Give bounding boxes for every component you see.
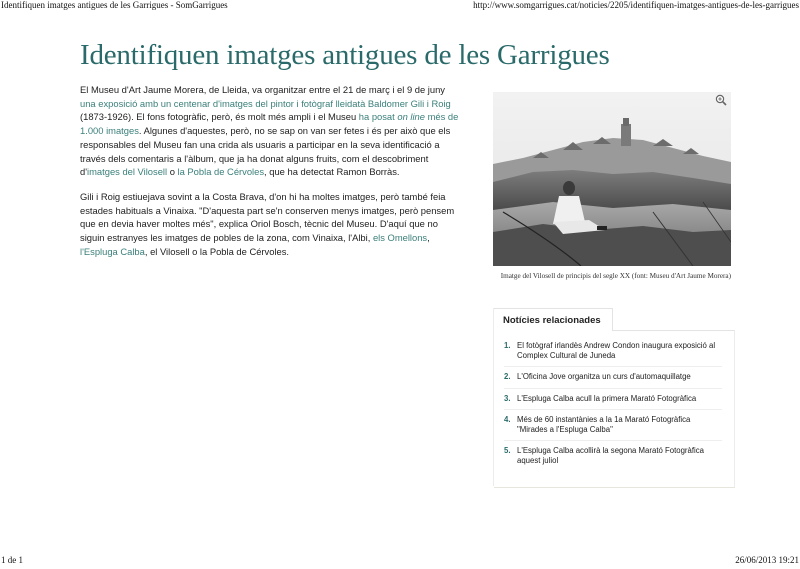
text-run: , que ha detectat Ramon Borràs. xyxy=(264,166,400,178)
print-header xyxy=(0,0,800,14)
text-run: Gili i Roig estiuejava sovint a la Costa Brava, d'on hi ha moltes imatges, però també feia estades habituals a Vinaixa. "D'aquesta part se'n conserven menys imatges, però pensem que en devia haver moltes més", explica Oriol Bosch, tècnic del Museu. D'aquí que no siguin estranyes les imatges de pobles de la zona, com Vinaixa, l'Albi, xyxy=(80,190,455,244)
item-link-text: El fotògraf irlandès Andrew Condon inaugura exposició al Complex Cultural de Juneda xyxy=(517,341,716,361)
photo-vilosell xyxy=(493,92,731,266)
link-text: ha posat xyxy=(358,111,398,123)
related-news-item-4[interactable] xyxy=(504,415,722,441)
related-news xyxy=(493,308,734,486)
item-link-text: Més de 60 instantànies a la 1a Marató Fotogràfica "Mirades a l'Espluga Calba" xyxy=(517,414,691,435)
item-link-text: L'Espluga Calba acull la primera Marató Fotogràfica xyxy=(517,393,697,403)
link-espluga-calba[interactable]: l'Espluga Calba xyxy=(80,245,145,257)
link-omellons[interactable]: els Omellons xyxy=(372,232,428,244)
print-datetime: 26/06/2013 19:21 xyxy=(735,555,799,565)
item-number: 3. xyxy=(504,393,511,403)
link-exposicio[interactable]: una exposició amb un centenar d'imatges del pintor i fotògraf lleidatà Baldomer Gili i Roig xyxy=(80,97,451,109)
related-news-item-5[interactable] xyxy=(504,446,722,471)
article-body xyxy=(80,83,460,269)
print-footer xyxy=(0,555,800,569)
article-paragraph-2 xyxy=(80,190,460,259)
text-run: (1873-1926). El fons fotogràfic, però, és molt més ampli i el Museu xyxy=(80,111,359,123)
print-page-count: 1 de 1 xyxy=(1,555,23,565)
related-news-tab[interactable] xyxy=(494,308,613,331)
item-link-text: L'Espluga Calba acollirà la segona Marató Fotogràfica aquest juliol xyxy=(517,446,704,466)
print-url: http://www.somgarrigues.cat/noticies/2205/identifiquen-imatges-antigues-de-les-garrigues xyxy=(473,0,799,10)
item-link-text: L'Oficina Jove organitza un curs d'automaquillatge xyxy=(517,372,691,382)
article-paragraph-1 xyxy=(80,83,460,179)
magnifier-plus-icon[interactable] xyxy=(715,94,727,106)
article-photo[interactable] xyxy=(493,92,731,266)
related-news-heading: Notícies relacionades xyxy=(503,315,601,326)
print-page-title: Identifiquen imatges antigues de les Garrigues - SomGarrigues xyxy=(1,0,228,10)
text-run: , el Vilosell o la Pobla de Cérvoles. xyxy=(144,245,290,257)
article-title: Identifiquen imatges antigues de les Garrigues xyxy=(80,39,610,71)
related-news-box xyxy=(494,330,735,488)
item-number: 5. xyxy=(504,446,511,456)
item-number: 1. xyxy=(504,341,511,350)
article-figure xyxy=(493,92,731,282)
related-news-item-3[interactable] xyxy=(504,394,722,410)
related-news-list xyxy=(504,341,722,477)
link-pobla-cervoles[interactable]: la Pobla de Cérvoles xyxy=(177,166,265,178)
related-news-item-1[interactable] xyxy=(504,341,722,367)
link-imatges-vilosell[interactable]: imatges del Vilosell xyxy=(87,166,168,178)
link-text-italic: on line xyxy=(397,111,425,123)
text-run: , xyxy=(427,232,430,244)
text-run: . Algunes d'aquestes, però, no se sap on van ser fetes i és per això que els responsables del Museu fan una crida als usuaris a participar en la seva identificació a través dels comentaris a l'àlbum, que ja ha donat alguns fruits, com el descobriment d' xyxy=(80,125,451,178)
related-news-item-2[interactable] xyxy=(504,372,722,388)
item-number: 4. xyxy=(504,414,511,424)
photo-caption: Imatge del Vilosell de principis del segle XX (font: Museu d'Art Jaume Morera) xyxy=(500,272,731,280)
text-run: o xyxy=(167,166,178,178)
item-number: 2. xyxy=(504,372,511,382)
link-text: més de 1.000 imatges xyxy=(80,111,459,137)
text-run: El Museu d'Art Jaume Morera, de Lleida, va organitzar entre el 21 de març i el 9 de juny xyxy=(80,84,445,95)
